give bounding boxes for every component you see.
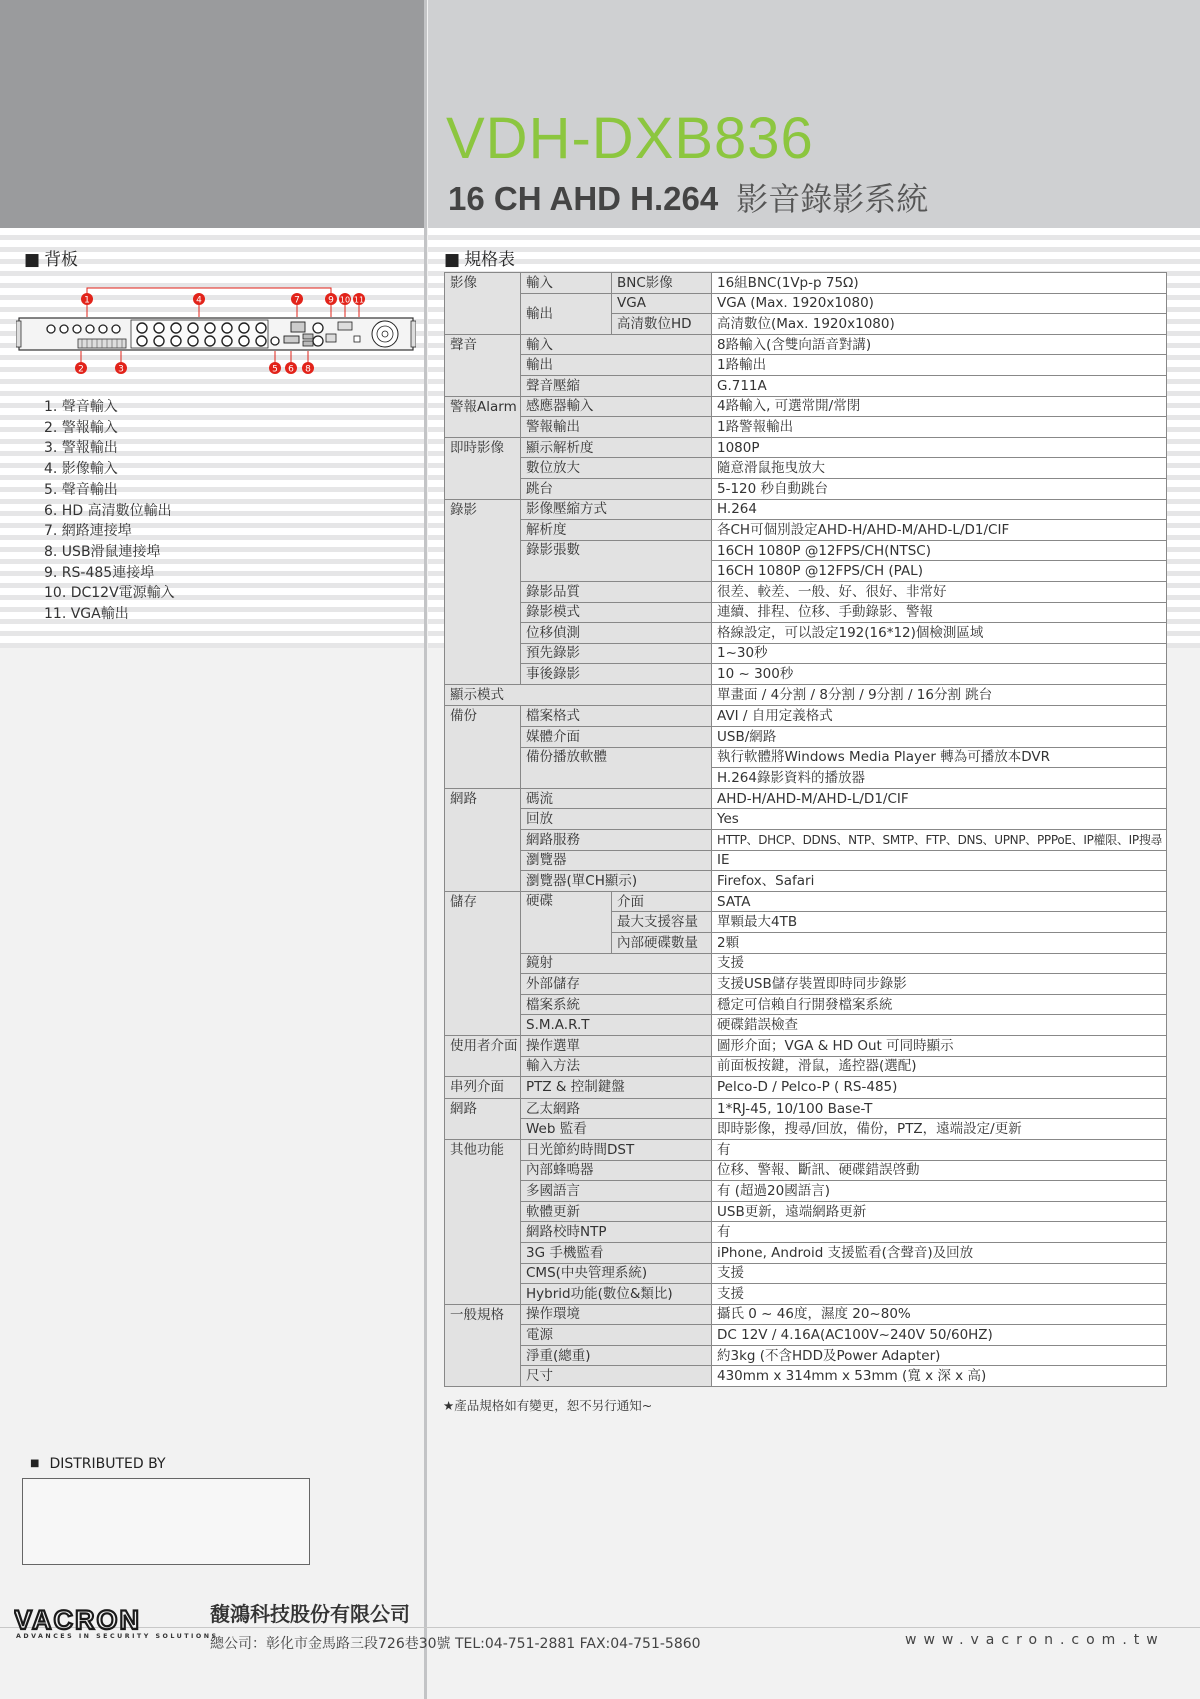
table-row — [445, 891, 1167, 912]
spec-value: AHD-H/AHD-M/AHD-L/D1/CIF — [712, 788, 1167, 809]
spec-label: 媒體介面 — [521, 727, 712, 748]
vacron-logo — [14, 1607, 204, 1633]
table-row — [445, 1056, 1167, 1077]
spec-label: 錄影張數 — [521, 540, 712, 581]
spec-value: 穩定可信賴自行開發檔案系統 — [712, 994, 1167, 1015]
spec-category: 其他功能 — [445, 1139, 521, 1304]
svg-text:10: 10 — [339, 295, 351, 305]
spec-value: 很差、較差、一般、好、很好、非常好 — [712, 581, 1167, 602]
table-row — [445, 643, 1167, 664]
spec-sublabel: 高清數位HD — [612, 314, 712, 335]
spec-value: 1080P — [712, 437, 1167, 458]
spec-value: 格線設定，可以設定192(16*12)個檢測區域 — [712, 623, 1167, 644]
spec-label: 警報輸出 — [521, 417, 712, 438]
spec-label: Web 監看 — [521, 1119, 712, 1140]
spec-label: 預先錄影 — [521, 643, 712, 664]
spec-label: 碼流 — [521, 788, 712, 809]
svg-text:9: 9 — [328, 295, 334, 306]
spec-value: 4路輸入, 可選常開/常閉 — [712, 396, 1167, 417]
table-row — [445, 273, 1167, 294]
footer-tagline: ADVANCES IN SECURITY SOLUTIONS — [16, 1633, 219, 1640]
spec-category: 即時影像 — [445, 437, 521, 499]
spec-label: 錄影品質 — [521, 581, 712, 602]
legend-item: 9. RS-485連接埠 — [44, 564, 155, 581]
model-subtitle — [448, 174, 928, 220]
table-row — [445, 1139, 1167, 1160]
spec-value: G.711A — [712, 375, 1167, 396]
spec-label: 解析度 — [521, 520, 712, 541]
spec-label: 網路服務 — [521, 830, 712, 851]
table-row — [445, 458, 1167, 479]
legend-item: 1. 聲音輸入 — [44, 399, 118, 415]
spec-label: 尺寸 — [521, 1366, 712, 1387]
legend-item: 7. 網路連接埠 — [44, 523, 132, 540]
spec-sublabel: VGA — [612, 293, 712, 314]
spec-value: 1路輸出 — [712, 355, 1167, 376]
svg-text:6: 6 — [288, 364, 294, 375]
spec-label: 聲音壓縮 — [521, 375, 712, 396]
spec-value: USB/網路 — [712, 727, 1167, 748]
spec-note: ★產品規格如有變更，恕不另行通知~ — [443, 1398, 653, 1413]
spec-value: 有 — [712, 1139, 1167, 1160]
spec-value: 攝氏 0 ~ 46度，濕度 20~80% — [712, 1304, 1167, 1325]
spec-value: 支援 — [712, 953, 1167, 974]
spec-value: 2顆 — [712, 933, 1167, 954]
table-row — [445, 1345, 1167, 1366]
table-row — [445, 1035, 1167, 1056]
spec-value: iPhone, Android 支援監看(含聲音)及回放 — [712, 1242, 1167, 1263]
spec-value: Firefox、Safari — [712, 871, 1167, 892]
spec-label: 輸出 — [521, 293, 612, 334]
legend-item: 4. 影像輸入 — [44, 461, 118, 478]
table-row — [445, 1284, 1167, 1305]
spec-value: 8路輸入(含雙向語音對講) — [712, 334, 1167, 355]
spec-value: 16CH 1080P @12FPS/CH(NTSC) — [712, 540, 1167, 561]
table-row — [445, 684, 1167, 706]
legend-item: 8. USB滑鼠連接埠 — [44, 543, 161, 560]
table-row — [445, 788, 1167, 809]
spec-category: 網路 — [445, 788, 521, 891]
table-row — [445, 1222, 1167, 1243]
spec-value: 前面板按鍵，滑鼠，遙控器(選配) — [712, 1056, 1167, 1077]
spec-value: 1路警報輸出 — [712, 417, 1167, 438]
spec-value: 執行軟體將Windows Media Player 轉為可播放本DVR — [712, 747, 1167, 768]
table-row — [445, 747, 1167, 768]
spec-label: 電源 — [521, 1325, 712, 1346]
table-row — [445, 1181, 1167, 1202]
spec-label: 數位放大 — [521, 458, 712, 479]
spec-label: 感應器輸入 — [521, 396, 712, 417]
spec-label: 檔案格式 — [521, 706, 712, 727]
table-row — [445, 727, 1167, 748]
svg-text:2: 2 — [78, 364, 84, 375]
spec-label: 內部蜂鳴器 — [521, 1160, 712, 1181]
callouts-top — [81, 293, 365, 306]
svg-text:VACRON: VACRON — [14, 1607, 142, 1633]
spec-value: IE — [712, 850, 1167, 871]
spec-value: DC 12V / 4.16A(AC100V~240V 50/60HZ) — [712, 1325, 1167, 1346]
table-row — [445, 1325, 1167, 1346]
spec-label: 硬碟 — [521, 891, 612, 953]
spec-value: 支援 — [712, 1284, 1167, 1305]
spec-label: 輸入方法 — [521, 1056, 712, 1077]
table-row — [445, 355, 1167, 376]
table-row — [445, 830, 1167, 851]
spec-label: 淨重(總重) — [521, 1345, 712, 1366]
spec-category: 串列介面 — [445, 1077, 521, 1099]
spec-value: 5-120 秒自動跳台 — [712, 478, 1167, 499]
spec-label: Hybrid功能(數位&類比) — [521, 1284, 712, 1305]
subtitle-chinese: 影音錄影系統 — [736, 181, 929, 217]
table-row — [445, 520, 1167, 541]
spec-label: PTZ & 控制鍵盤 — [521, 1077, 712, 1099]
spec-sublabel: 內部硬碟數量 — [612, 933, 712, 954]
table-row — [445, 1304, 1167, 1325]
spec-value: 1*RJ-45, 10/100 Base-T — [712, 1098, 1167, 1119]
spec-value: 各CH可個別設定AHD-H/AHD-M/AHD-L/D1/CIF — [712, 520, 1167, 541]
spec-label: S.M.A.R.T — [521, 1015, 712, 1036]
spec-value: 單畫面 / 4分割 / 8分割 / 9分割 / 16分割 跳台 — [712, 684, 1167, 706]
spec-value: 單顆最大4TB — [712, 912, 1167, 933]
table-row — [445, 375, 1167, 396]
subtitle-english: 16 CH AHD H.264 — [448, 180, 719, 217]
spec-value: 有 — [712, 1222, 1167, 1243]
spec-value: 10 ~ 300秒 — [712, 664, 1167, 685]
spec-label: 瀏覽器(單CH顯示) — [521, 871, 712, 892]
rear-panel-legend — [44, 397, 175, 625]
table-row — [445, 1242, 1167, 1263]
spec-category: 聲音 — [445, 334, 521, 396]
spec-value: 硬碟錯誤檢查 — [712, 1015, 1167, 1036]
spec-label: 檔案系統 — [521, 994, 712, 1015]
company-website[interactable]: www.vacron.com.tw — [905, 1632, 1165, 1648]
spec-sublabel: 最大支援容量 — [612, 912, 712, 933]
spec-label: 外部儲存 — [521, 974, 712, 995]
spec-value: 1~30秒 — [712, 643, 1167, 664]
callouts-bottom — [75, 362, 314, 375]
spec-label: 3G 手機監看 — [521, 1242, 712, 1263]
spec-category: 顯示模式 — [445, 684, 712, 706]
svg-text:7: 7 — [294, 295, 300, 306]
spec-category: 備份 — [445, 706, 521, 788]
spec-category: 錄影 — [445, 499, 521, 684]
rear-panel-diagram — [16, 284, 416, 388]
spec-label: 輸入 — [521, 334, 712, 355]
table-row — [445, 417, 1167, 438]
table-row — [445, 994, 1167, 1015]
spec-value: VGA (Max. 1920x1080) — [712, 293, 1167, 314]
spec-value: H.264錄影資料的播放器 — [712, 768, 1167, 789]
spec-category: 使用者介面 — [445, 1035, 521, 1076]
model-title: VDH-DXB836 — [446, 106, 814, 171]
legend-item: 5. 聲音輸出 — [44, 481, 118, 498]
spec-label: 乙太網路 — [521, 1098, 712, 1119]
spec-label: 位移偵測 — [521, 623, 712, 644]
table-row — [445, 1119, 1167, 1140]
spec-category: 警報Alarm — [445, 396, 521, 437]
spec-category: 網路 — [445, 1098, 521, 1139]
table-row — [445, 706, 1167, 727]
table-row — [445, 809, 1167, 830]
spec-title: ■ 規格表 — [444, 245, 515, 270]
legend-item: 2. 警報輸入 — [44, 419, 118, 436]
spec-label: 網路校時NTP — [521, 1222, 712, 1243]
spec-category: 一般規格 — [445, 1304, 521, 1386]
table-row — [445, 1098, 1167, 1119]
spec-value: 支援 — [712, 1263, 1167, 1284]
spec-value: 隨意滑鼠拖曳放大 — [712, 458, 1167, 479]
spec-label: 操作環境 — [521, 1304, 712, 1325]
rear-panel-title: ■ 背板 — [24, 245, 78, 270]
spec-label: 操作選單 — [521, 1035, 712, 1056]
spec-label: 回放 — [521, 809, 712, 830]
company-address: 總公司：彰化市金馬路三段726巷30號 TEL:04-751-2881 FAX:04-751-5860 — [210, 1636, 701, 1652]
spec-label: CMS(中央管理系統) — [521, 1263, 712, 1284]
spec-value: Yes — [712, 809, 1167, 830]
spec-label: 顯示解析度 — [521, 437, 712, 458]
table-row — [445, 1077, 1167, 1099]
legend-item: 3. 警報輸出 — [44, 440, 118, 457]
spec-value: 支援USB儲存裝置即時同步錄影 — [712, 974, 1167, 995]
spec-label: 軟體更新 — [521, 1201, 712, 1222]
spec-sublabel: BNC影像 — [612, 273, 712, 294]
spec-value: 有 (超過20國語言) — [712, 1181, 1167, 1202]
legend-item: 10. DC12V電源輸入 — [44, 585, 175, 602]
table-row — [445, 1201, 1167, 1222]
spec-table — [444, 272, 1167, 1387]
table-row — [445, 1160, 1167, 1181]
spec-value: HTTP、DHCP、DDNS、NTP、SMTP、FTP、DNS、UPNP、PPPoE、IP權限、IP搜尋 — [712, 830, 1167, 851]
spec-label: 輸出 — [521, 355, 712, 376]
spec-value: 約3kg (不含HDD及Power Adapter) — [712, 1345, 1167, 1366]
table-row — [445, 623, 1167, 644]
spec-label: 錄影模式 — [521, 602, 712, 623]
spec-value: H.264 — [712, 499, 1167, 520]
table-row — [445, 1263, 1167, 1284]
spec-label: 跳台 — [521, 478, 712, 499]
header-left-panel — [0, 0, 424, 228]
spec-label: 影像壓縮方式 — [521, 499, 712, 520]
spec-value: AVI / 自用定義格式 — [712, 706, 1167, 727]
svg-text:1: 1 — [84, 295, 90, 306]
table-row — [445, 871, 1167, 892]
table-row — [445, 540, 1167, 561]
spec-value: USB更新，遠端網路更新 — [712, 1201, 1167, 1222]
spec-value: 16組BNC(1Vp-p 75Ω) — [712, 273, 1167, 294]
svg-text:8: 8 — [305, 364, 311, 375]
spec-value: 430mm x 314mm x 53mm (寬 x 深 x 高) — [712, 1366, 1167, 1387]
table-row — [445, 478, 1167, 499]
table-row — [445, 850, 1167, 871]
column-divider — [424, 0, 427, 1699]
table-row — [445, 293, 1167, 314]
spec-value: 位移、警報、斷訊、硬碟錯誤啓動 — [712, 1160, 1167, 1181]
table-row — [445, 1015, 1167, 1036]
spec-sublabel: 介面 — [612, 891, 712, 912]
distributor-box — [22, 1478, 310, 1565]
spec-value: Pelco-D / Pelco-P ( RS-485) — [712, 1077, 1167, 1099]
spec-category: 儲存 — [445, 891, 521, 1035]
table-row — [445, 334, 1167, 355]
table-row — [445, 1366, 1167, 1387]
table-row — [445, 499, 1167, 520]
spec-category: 影像 — [445, 273, 521, 335]
svg-text:4: 4 — [196, 295, 202, 306]
table-row — [445, 974, 1167, 995]
table-row — [445, 953, 1167, 974]
spec-label: 輸入 — [521, 273, 612, 294]
svg-text:3: 3 — [118, 364, 124, 375]
spec-value: SATA — [712, 891, 1167, 912]
spec-label: 瀏覽器 — [521, 850, 712, 871]
table-row — [445, 581, 1167, 602]
spec-label: 事後錄影 — [521, 664, 712, 685]
table-row — [445, 437, 1167, 458]
svg-text:5: 5 — [272, 364, 278, 375]
svg-text:11: 11 — [353, 295, 365, 305]
spec-value: 圖形介面；VGA & HD Out 可同時顯示 — [712, 1035, 1167, 1056]
spec-value: 即時影像，搜尋/回放，備份，PTZ，遠端設定/更新 — [712, 1119, 1167, 1140]
spec-value: 連續、排程、位移、手動錄影、警報 — [712, 602, 1167, 623]
spec-label: 鏡射 — [521, 953, 712, 974]
company-name: 馥鴻科技股份有限公司 — [210, 1602, 410, 1626]
spec-label: 多國語言 — [521, 1181, 712, 1202]
spec-value: 高清數位(Max. 1920x1080) — [712, 314, 1167, 335]
distributor-label: ■ DISTRIBUTED BY — [30, 1456, 166, 1472]
table-row — [445, 396, 1167, 417]
table-row — [445, 602, 1167, 623]
spec-label: 備份播放軟體 — [521, 747, 712, 788]
legend-item: 11. VGA輸出 — [44, 606, 129, 623]
table-row — [445, 664, 1167, 685]
legend-item: 6. HD 高清數位輸出 — [44, 502, 172, 519]
spec-value: 16CH 1080P @12FPS/CH (PAL) — [712, 561, 1167, 582]
spec-label: 日光節約時間DST — [521, 1139, 712, 1160]
